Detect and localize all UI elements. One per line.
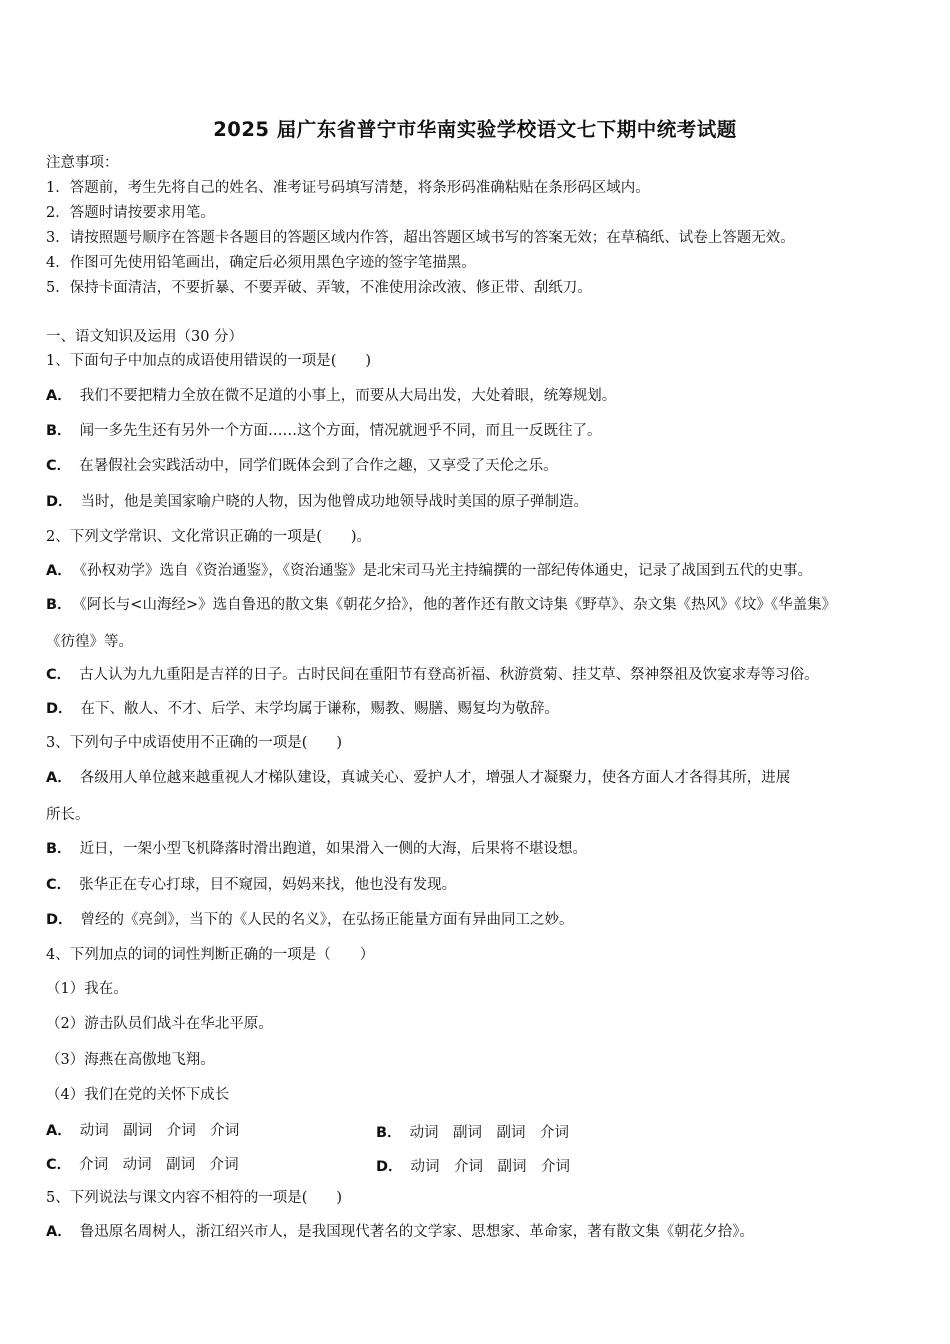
question-3-option-a-cont: 所长。 — [46, 807, 90, 823]
page-title: 2025 届广东省普宁市华南实验学校语文七下期中统考试题 — [213, 118, 737, 141]
question-4-sentence-1: （1）我在。 — [46, 981, 128, 997]
option-label: D． — [376, 1159, 403, 1175]
question-4-option-c — [46, 1155, 239, 1175]
notice-item-2: 2．答题时请按要求用笔。 — [46, 205, 215, 221]
question-4-option-d — [376, 1155, 570, 1176]
question-4-option-a — [46, 1121, 239, 1141]
option-text: 张华正在专心打球，目不窥园，妈妈来找，他也没有发现。 — [79, 877, 457, 893]
option-label: A． — [46, 563, 72, 579]
option-label: B． — [46, 597, 72, 613]
question-1-option-a — [46, 386, 616, 406]
question-4-stem: 4、下列加点的词的词性判断正确的一项是（ ） — [46, 947, 375, 963]
question-2-option-c — [46, 665, 819, 685]
question-5-option-a — [46, 1222, 754, 1242]
option-label: A． — [46, 1224, 72, 1240]
question-4-sentence-3: （3）海燕在高傲地飞翔。 — [46, 1052, 215, 1068]
option-label: A． — [46, 1123, 72, 1139]
option-text: 《孙权劝学》选自《资治通鉴》，《资治通鉴》是北宋司马光主持编撰的一部纪传体通史，记录了战国到五代的史事。 — [79, 563, 812, 579]
option-text: 《阿长与<山海经>》选自鲁迅的散文集《朝花夕拾》，他的著作还有散文诗集《野草》、杂文集《热风》《坟》《华盖集》 — [79, 597, 837, 613]
option-text: 曾经的《亮剑》，当下的《人民的名义》，在弘扬正能量方面有异曲同工之妙。 — [80, 912, 574, 928]
option-text: 我们不要把精力全放在微不足道的小事上，而要从大局出发，大处着眼，统筹规划。 — [79, 388, 617, 404]
question-3-option-a — [46, 768, 790, 788]
option-label: D． — [46, 912, 73, 928]
option-label: A． — [46, 388, 72, 404]
notice-heading: 注意事项： — [46, 155, 119, 171]
option-label: B． — [376, 1125, 402, 1141]
option-label: D． — [46, 701, 73, 717]
option-label: C． — [46, 458, 72, 474]
question-1-stem: 1、下面句子中加点的成语使用错误的一项是( ) — [46, 353, 372, 369]
option-text: 鲁迅原名周树人，浙江绍兴市人，是我国现代著名的文学家、思想家、革命家，著有散文集《朝花夕拾》。 — [79, 1224, 754, 1240]
question-2-option-b-cont: 《彷徨》等。 — [46, 634, 133, 650]
question-1-option-c — [46, 456, 558, 476]
question-3-option-d — [46, 910, 574, 930]
option-text: 介词 动词 副词 介词 — [79, 1157, 239, 1173]
question-3-option-c — [46, 875, 456, 895]
notice-item-1: 1．答题前，考生先将自己的姓名、准考证号码填写清楚，将条形码准确粘贴在条形码区域内。 — [46, 180, 650, 196]
option-text: 动词 副词 介词 介词 — [79, 1123, 240, 1139]
option-label: A． — [46, 770, 72, 786]
question-2-option-d — [46, 699, 559, 719]
question-3-option-b — [46, 839, 587, 859]
option-text: 各级用人单位越来越重视人才梯队建设，真诚关心、爱护人才，增强人才凝聚力，使各方面人才各得其所，进展 — [79, 770, 791, 786]
question-3-stem: 3、下列句子中成语使用不正确的一项是( ) — [46, 735, 343, 751]
question-4-sentence-4: （4）我们在党的关怀下成长 — [46, 1087, 230, 1103]
notice-item-3: 3．请按照题号顺序在答题卡各题目的答题区域内作答，超出答题区域书写的答案无效；在草稿纸、试卷上答题无效。 — [46, 230, 795, 246]
option-label: B． — [46, 423, 72, 439]
question-5-stem: 5、下列说法与课文内容不相符的一项是( ) — [46, 1190, 343, 1206]
question-4-sentence-2: （2）游击队员们战斗在华北平原。 — [46, 1016, 273, 1032]
option-label: C． — [46, 877, 72, 893]
option-text: 近日，一架小型飞机降落时滑出跑道，如果滑入一侧的大海，后果将不堪设想。 — [79, 841, 588, 857]
question-4-option-b — [376, 1121, 569, 1142]
question-2-stem: 2、下列文学常识、文化常识正确的一项是( )。 — [46, 529, 372, 545]
question-1-option-d — [46, 492, 588, 512]
option-label: C． — [46, 1157, 72, 1173]
option-text: 在下、敝人、不才、后学、末学均属于谦称，赐教、赐膳、赐复均为敬辞。 — [80, 701, 560, 717]
section-heading: 一、语文知识及运用（30 分） — [46, 329, 244, 345]
question-1-option-b — [46, 421, 602, 441]
option-text: 古人认为九九重阳是吉祥的日子。古时民间在重阳节有登高祈福、秋游赏菊、挂艾草、祭神祭祖及饮宴求寿等习俗。 — [79, 667, 819, 683]
option-text: 当时，他是美国家喻户晓的人物，因为他曾成功地领导战时美国的原子弹制造。 — [80, 494, 589, 510]
notice-item-5: 5．保持卡面清洁，不要折暴、不要弄破、弄皱，不准使用涂改液、修正带、刮纸刀。 — [46, 280, 592, 296]
option-label: C． — [46, 667, 72, 683]
option-text: 闻一多先生还有另外一个方面……这个方面，情况就迥乎不同，而且一反既往了。 — [79, 423, 602, 439]
question-2-option-a — [46, 561, 812, 581]
question-2-option-b — [46, 595, 836, 615]
notice-item-4: 4．作图可先使用铅笔画出，确定后必须用黑色字迹的签字笔描黑。 — [46, 255, 476, 271]
option-text: 动词 介词 副词 介词 — [410, 1159, 571, 1175]
option-text: 动词 副词 副词 介词 — [409, 1125, 570, 1141]
option-text: 在暑假社会实践活动中，同学们既体会到了合作之趣，又享受了天伦之乐。 — [79, 458, 558, 474]
option-label: B． — [46, 841, 72, 857]
option-label: D． — [46, 494, 73, 510]
